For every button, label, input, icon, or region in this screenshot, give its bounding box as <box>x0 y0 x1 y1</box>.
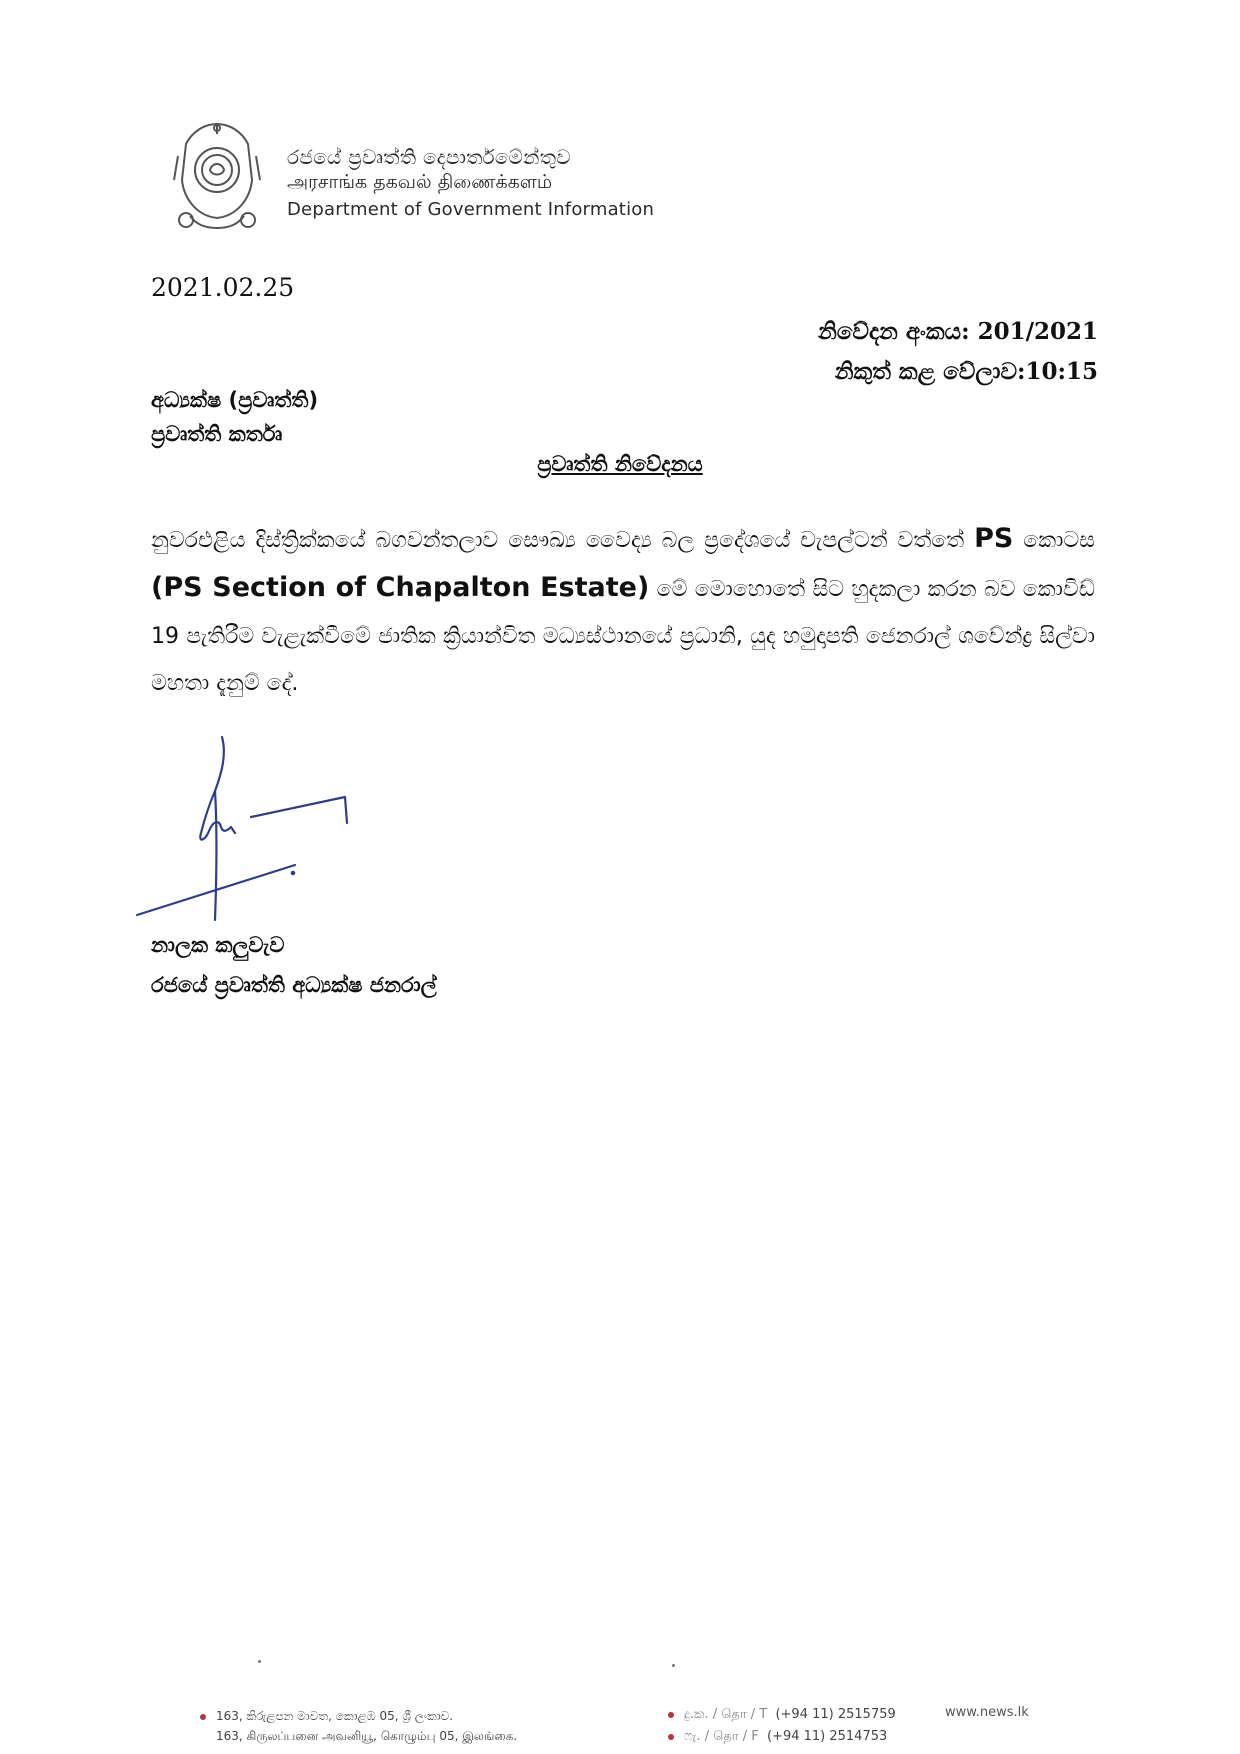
body-ps-label: PS <box>974 523 1014 554</box>
department-name-tamil: அரசாங்க தகவல் திணைக்களம் <box>287 171 553 193</box>
department-name-sinhala: රජයේ ප්‍රවෘත්ති දෙපාර්තමේන්තුව <box>287 145 571 169</box>
bullet-icon <box>200 1714 206 1720</box>
signatory-title: රජයේ ප්‍රවෘත්ති අධ්‍යක්ෂ ජනරාල් <box>151 973 437 997</box>
bullet-icon <box>668 1712 674 1718</box>
signoff-block <box>151 925 437 1005</box>
body-text-part-1: නුවරඑළිය දිස්ත්‍රික්කයේ බගවන්තලාව සෞඛ්‍ය වෛද්‍ය බල ප්‍රදේශයේ චැපල්ටන් වත්තේ <box>151 528 975 553</box>
footer-contact <box>668 1704 896 1748</box>
release-time: නිකුත් කළ වේලාව:10:15 <box>834 358 1098 385</box>
fax-label: ෆැ. / தொ / F <box>684 1729 759 1744</box>
signature-icon <box>135 735 375 925</box>
government-emblem-icon <box>170 120 264 232</box>
footer-address-tamil: 163, கிருலப்பனை அவனியூ, கொழும்பு 05, இலங்கை. <box>216 1729 518 1743</box>
issue-date: 2021.02.25 <box>151 273 295 302</box>
bullet-icon <box>668 1734 674 1740</box>
footer-address <box>200 1706 517 1746</box>
fax-number: (+94 11) 2514753 <box>766 1729 888 1744</box>
footer-website: www.news.lk <box>945 1705 1029 1720</box>
body-text-part-2: කොටස <box>1013 528 1095 553</box>
scan-speck <box>258 1660 261 1663</box>
department-name-block <box>287 145 654 220</box>
body-paragraph <box>151 515 1095 707</box>
sender-line-1: අධ්‍යක්ෂ (ප්‍රවෘත්ති) <box>151 388 319 412</box>
sender-block <box>151 383 318 451</box>
body-text-part-3: මේ මොහොතේ සිට හුදකලා කරන බව කොවිඩ් 19 පැතිරීම වැළැක්වීමේ ජාතික ක්‍රියාන්විත මධ්‍යස්ථානයේ ප්‍රධානි, යුද හමුදාපති ජෙනරාල් ශවේන්ද්‍ර සිල්වා මහතා දැනුම් දේ. <box>151 577 1096 696</box>
signatory-name: නාලක කලුවැව <box>151 933 285 957</box>
reference-block <box>818 312 1098 392</box>
scan-speck <box>672 1664 675 1667</box>
body-estate-name: (PS Section of Chapalton Estate) <box>151 572 650 603</box>
release-number: නිවේදන අංකය: 201/2021 <box>818 318 1098 345</box>
telephone-label: දු.ක. / தொ / T <box>684 1707 768 1722</box>
sender-line-2: ප්‍රවෘත්ති කර්තෘ <box>151 422 283 446</box>
document-heading: ප්‍රවෘත්ති නිවේදනය <box>537 452 703 476</box>
footer-address-sinhala: 163, කිරුළපන මාවත, කොළඹ 05, ශ්‍රී ලංකාව. <box>216 1709 454 1723</box>
department-name-english: Department of Government Information <box>287 199 655 220</box>
telephone-number: (+94 11) 2515759 <box>775 1707 896 1722</box>
